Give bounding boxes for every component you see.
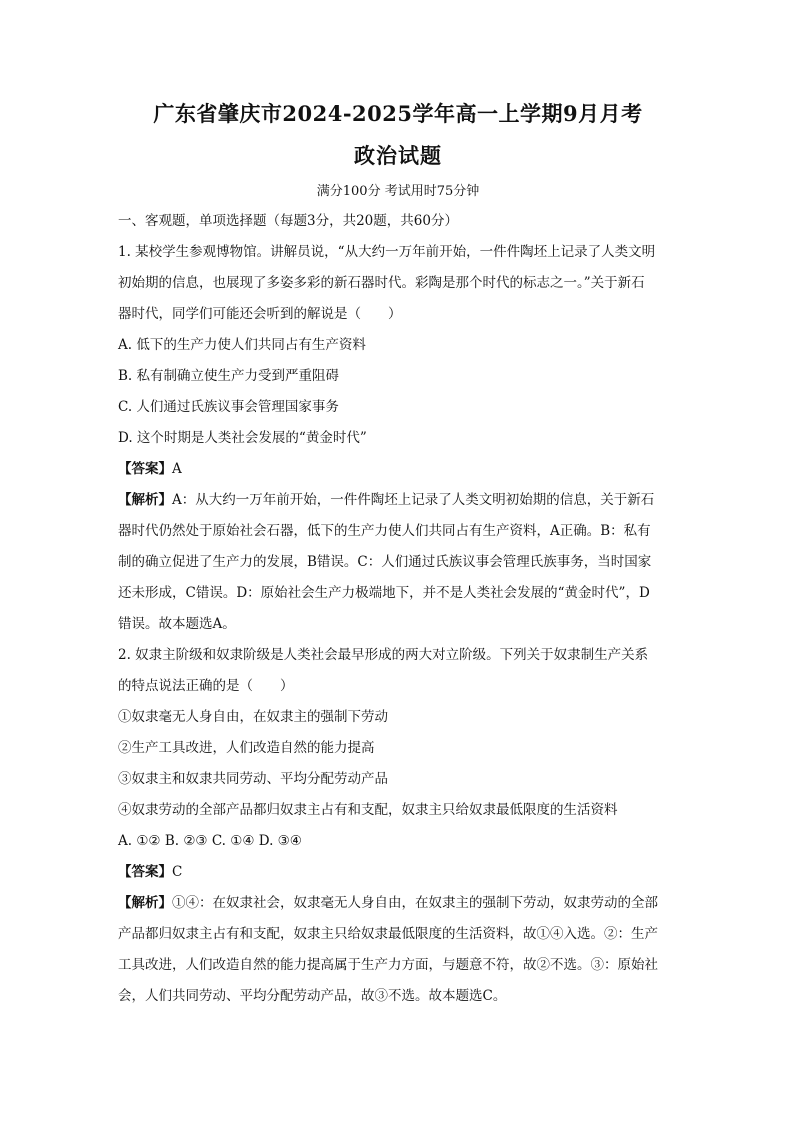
option-d: D. 这个时期是人类社会发展的“黄金时代” (118, 430, 367, 446)
options-line: A. ①② B. ②③ C. ①④ D. ③④ (118, 833, 302, 849)
question-1 (118, 237, 678, 640)
page-subtitle: 政治试题 (354, 143, 442, 168)
answer-tag: 【答案】 (118, 461, 172, 477)
analysis-line: 工具改进，人们改造自然的能力提高属于生产力方面，与题意不符，故②不选。③：原始社 (118, 957, 658, 973)
answer-value: C (172, 864, 183, 880)
analysis-text: A：从大约一万年前开始，一件件陶坯上记录了人类文明初始期的信息，关于新石 (172, 492, 655, 508)
analysis-tag: 【解析】 (118, 492, 172, 508)
question-stem-line: 1. 某校学生参观博物馆。讲解员说，“从大约一万年前开始，一件件陶坯上记录了人类文明 (118, 244, 656, 260)
answer-tag: 【答案】 (118, 864, 172, 880)
statement-3: ③奴隶主和奴隶共同劳动、平均分配劳动产品 (118, 771, 388, 787)
answer-line (118, 857, 678, 888)
analysis-text: ①④：在奴隶社会，奴隶毫无人身自由，在奴隶主的强制下劳动，奴隶劳动的全部 (172, 895, 658, 911)
option-b: B. 私有制确立使生产力受到严重阻碍 (118, 368, 340, 384)
statement-2: ②生产工具改进，人们改造自然的能力提高 (118, 740, 375, 756)
question-stem-line: 2. 奴隶主阶级和奴隶阶级是人类社会最早形成的两大对立阶级。下列关于奴隶制生产关系 (118, 647, 649, 663)
section-heading: 一、客观题，单项选择题（每题3分，共20题，共60分） (118, 213, 458, 229)
analysis-line: 错误。故本题选A。 (118, 616, 236, 632)
answer-value: A (172, 461, 182, 477)
question-stem-line: 初始期的信息，也展现了多姿多彩的新石器时代。彩陶是那个时代的标志之一。”关于新石 (118, 275, 645, 291)
analysis-line: 器时代仍然处于原始社会石器，低下的生产力使人们共同占有生产资料，A正确。B：私有 (118, 523, 651, 539)
exam-meta: 满分100分 考试用时75分钟 (316, 184, 480, 199)
statement-1: ①奴隶毫无人身自由，在奴隶主的强制下劳动 (118, 709, 388, 725)
question-stem-line: 的特点说法正确的是（ ） (118, 678, 294, 694)
option-a: A. 低下的生产力使人们共同占有生产资料 (118, 337, 366, 353)
question-2 (118, 640, 678, 1012)
analysis-tag: 【解析】 (118, 895, 172, 911)
exam-page (118, 98, 678, 1012)
option-c: C. 人们通过氏族议事会管理国家事务 (118, 399, 339, 415)
question-stem-line: 器时代，同学们可能还会听到的解说是（ ） (118, 306, 402, 322)
analysis-line (118, 485, 678, 516)
analysis-line: 还未形成，C错误。D：原始社会生产力极端地下，并不是人类社会发展的“黄金时代”，D (118, 585, 650, 601)
analysis-line (118, 888, 678, 919)
page-title: 广东省肇庆市2024-2025学年高一上学期9月月考 (153, 101, 643, 126)
analysis-line: 会，人们共同劳动、平均分配劳动产品，故③不选。故本题选C。 (118, 988, 507, 1004)
analysis-line: 产品都归奴隶主占有和支配，奴隶主只给奴隶最低限度的生活资料，故①④入选。②：生产 (118, 926, 658, 942)
statement-4: ④奴隶劳动的全部产品都归奴隶主占有和支配，奴隶主只给奴隶最低限度的生活资料 (118, 802, 618, 818)
answer-line (118, 454, 678, 485)
analysis-line: 制的确立促进了生产力的发展，B错误。C：人们通过氏族议事会管理氏族事务，当时国家 (118, 554, 652, 570)
